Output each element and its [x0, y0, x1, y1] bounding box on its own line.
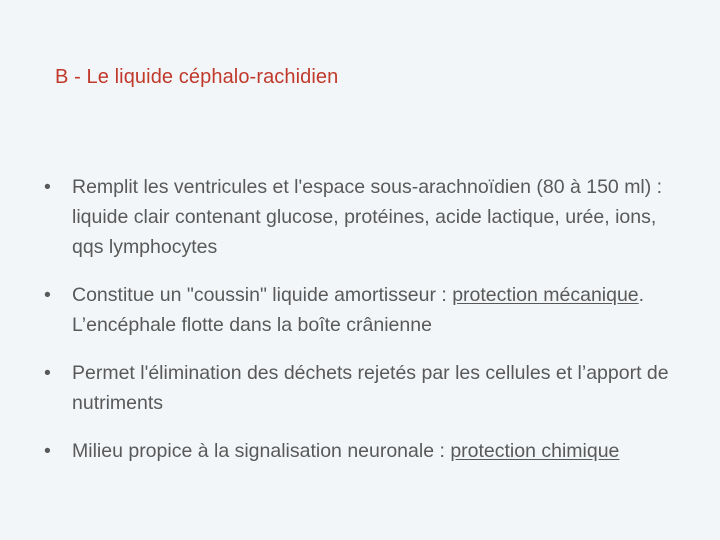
bullet-text: Remplit les ventricules et l'espace sous-arachnoïdien (80 à 150 ml) : liquide clair contenant glucose, protéines, acide lactique, urée, ions, qqs lymphocytes [72, 176, 663, 258]
bullet-item-csf-volume [44, 172, 684, 262]
bullet-marker: • [44, 362, 51, 384]
slide-title: B - Le liquide céphalo-rachidien [55, 66, 339, 88]
bullet-marker: • [44, 284, 51, 306]
bullet-text: Milieu propice à la signalisation neuronale : [72, 440, 451, 462]
bullet-item-waste-elimination [44, 358, 684, 418]
bullet-list [44, 172, 684, 484]
underlined-term: protection chimique [450, 440, 620, 462]
bullet-marker: • [44, 440, 51, 462]
bullet-text: Constitue un "coussin" liquide amortisseur : [72, 284, 453, 306]
bullet-item-chemical-protection [44, 436, 684, 466]
bullet-text: Permet l'élimination des déchets rejetés par les cellules et l’apport de nutriments [72, 362, 669, 414]
bullet-text-end: . L’encéphale flotte dans la boîte crânienne [72, 284, 645, 336]
bullet-marker: • [44, 176, 51, 198]
bullet-item-mechanical-protection [44, 280, 684, 340]
underlined-term: protection mécanique [452, 284, 639, 306]
